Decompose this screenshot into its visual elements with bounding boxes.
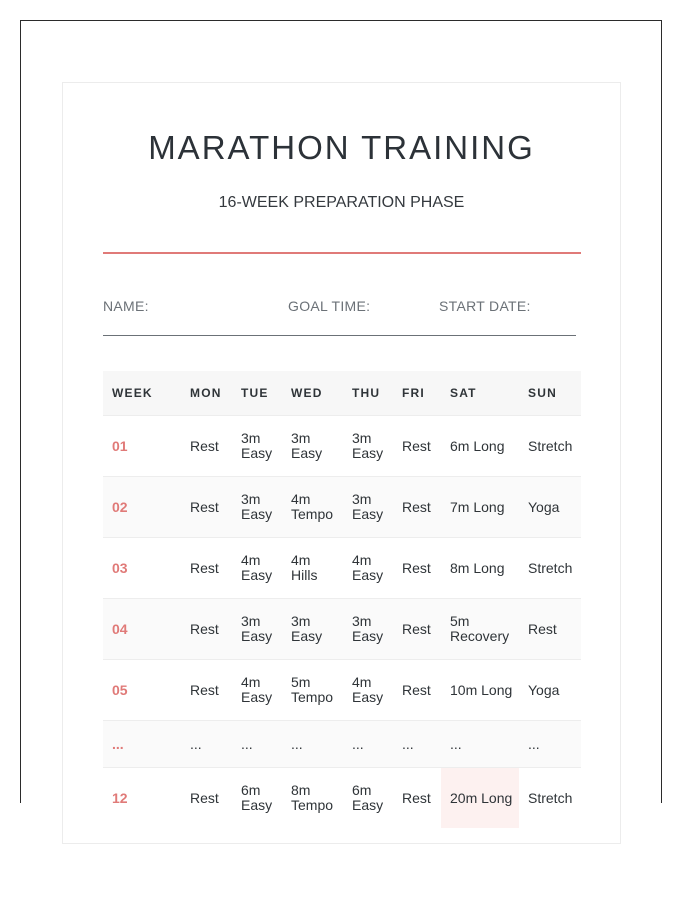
header-thu: THU [343,371,393,416]
header-mon: MON [181,371,232,416]
table-row-ellipsis [103,721,581,768]
sun-cell: Stretch [519,768,581,829]
wed-cell: ... [282,721,343,768]
header-wed: WED [282,371,343,416]
tue-cell: 3m Easy [232,599,282,660]
wed-cell: 4m Tempo [282,477,343,538]
sat-cell: 8m Long [441,538,519,599]
mon-cell: Rest [181,599,232,660]
goal-time-field-label: GOAL TIME: [288,298,371,314]
mon-cell: Rest [181,768,232,829]
header-week: WEEK [103,371,181,416]
sat-cell: 7m Long [441,477,519,538]
week-number: 03 [103,538,181,599]
table-row [103,660,581,721]
fri-cell: Rest [393,416,441,477]
training-schedule-table [103,371,581,828]
start-date-field-label: START DATE: [439,298,531,314]
week-number: 01 [103,416,181,477]
sat-cell: 5m Recovery [441,599,519,660]
sat-cell-highlight: 20m Long [441,768,519,829]
mon-cell: Rest [181,538,232,599]
fri-cell: ... [393,721,441,768]
week-number: 02 [103,477,181,538]
fri-cell: Rest [393,599,441,660]
week-number: 12 [103,768,181,829]
sun-cell: Stretch [519,416,581,477]
sun-cell: Rest [519,599,581,660]
header-sun: SUN [519,371,581,416]
mon-cell: Rest [181,660,232,721]
thu-cell: 6m Easy [343,768,393,829]
table-row [103,768,581,829]
sat-cell: 10m Long [441,660,519,721]
tue-cell: 3m Easy [232,477,282,538]
wed-cell: 3m Easy [282,416,343,477]
tue-cell: 3m Easy [232,416,282,477]
fields-underline [103,335,576,336]
mon-cell: Rest [181,477,232,538]
week-number: 05 [103,660,181,721]
sun-cell: Stretch [519,538,581,599]
tue-cell: 4m Easy [232,538,282,599]
training-sheet [62,82,621,844]
sun-cell: Yoga [519,477,581,538]
wed-cell: 4m Hills [282,538,343,599]
wed-cell: 5m Tempo [282,660,343,721]
mon-cell: Rest [181,416,232,477]
wed-cell: 3m Easy [282,599,343,660]
tue-cell: 4m Easy [232,660,282,721]
name-field-label: NAME: [103,298,149,314]
fri-cell: Rest [393,660,441,721]
week-number: 04 [103,599,181,660]
tue-cell: ... [232,721,282,768]
sat-cell: ... [441,721,519,768]
thu-cell: 3m Easy [343,477,393,538]
thu-cell: ... [343,721,393,768]
table-header-row [103,371,581,416]
thu-cell: 3m Easy [343,599,393,660]
week-number: ... [103,721,181,768]
header-fri: FRI [393,371,441,416]
page-frame [20,20,662,813]
table-row [103,477,581,538]
sun-cell: ... [519,721,581,768]
header-sat: SAT [441,371,519,416]
fri-cell: Rest [393,538,441,599]
mon-cell: ... [181,721,232,768]
table-row [103,599,581,660]
page-title: MARATHON TRAINING [148,129,535,166]
header-tue: TUE [232,371,282,416]
table-row [103,416,581,477]
table-row [103,538,581,599]
accent-divider [103,252,581,254]
page-subtitle: 16-WEEK PREPARATION PHASE [218,194,465,211]
thu-cell: 4m Easy [343,538,393,599]
fri-cell: Rest [393,477,441,538]
thu-cell: 4m Easy [343,660,393,721]
thu-cell: 3m Easy [343,416,393,477]
sat-cell: 6m Long [441,416,519,477]
tue-cell: 6m Easy [232,768,282,829]
fri-cell: Rest [393,768,441,829]
sun-cell: Yoga [519,660,581,721]
wed-cell: 8m Tempo [282,768,343,829]
